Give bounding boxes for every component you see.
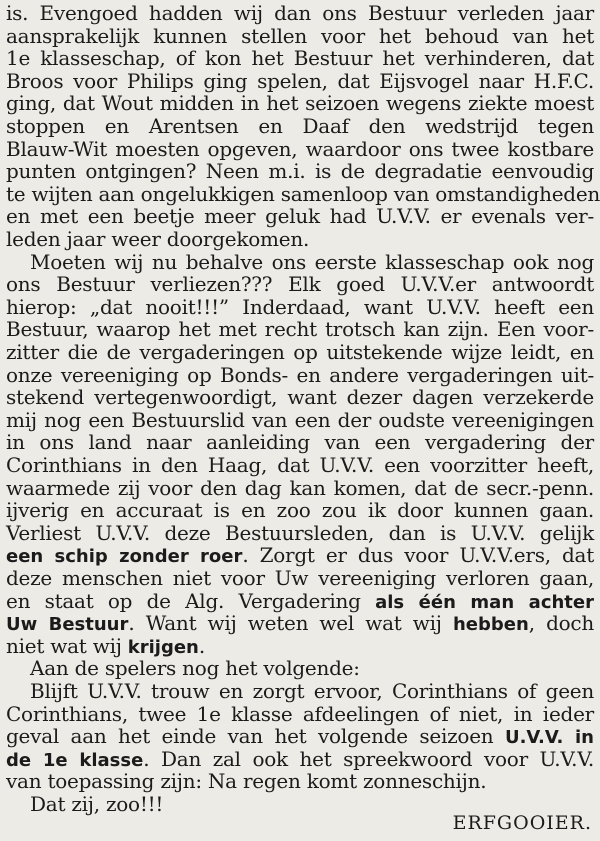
text-line: 1e klasseschap, of kon het Bestuur het verhinderen, dat — [6, 46, 594, 71]
text-line: zitter die de vergaderingen op uitstekende wijze leidt, en — [6, 340, 594, 364]
text-span: . Zorgt er dus voor U.V.V.ers, dat — [242, 543, 594, 568]
closing-line: Dat zij, zoo!!! — [30, 792, 164, 816]
text-span: , doch — [528, 611, 595, 636]
text-line: waarmede zij voor den dag kan komen, dat de secr.-penn. — [6, 475, 594, 500]
bold-phrase: Uw Bestuur — [6, 614, 129, 636]
text-line: Moeten wij nu behalve ons eerste klasseschap ook nog — [30, 249, 594, 274]
text-line: te wijten aan ongelukkigen samenloop van omstandigheden — [6, 181, 600, 206]
text-span: . Dan zal ook het spreekwoord voor U.V.V. — [143, 746, 595, 771]
bold-phrase: hebben — [452, 614, 529, 636]
text-line: Broos voor Philips ging spelen, dat Eijsvogel naar H.F.C. — [6, 68, 594, 93]
bold-phrase: U.V.V. in — [504, 727, 594, 749]
text-line: aansprakelijk kunnen stellen voor het behoud van het — [6, 23, 594, 48]
text-line: Blauw-Wit moesten opgeven, waardoor ons twee kostbare — [6, 136, 594, 161]
text-line: Blijft U.V.V. trouw en zorgt ervoor, Corinthians of geen — [30, 679, 594, 703]
text-line: Corinthians, twee 1e klasse afdeelingen of niet, in ieder — [6, 701, 594, 726]
text-span: en staat op de Alg. Vergadering — [6, 588, 376, 613]
bold-phrase: de 1e klasse — [6, 749, 144, 771]
text-line: en met een beetje meer geluk had U.V.V. er evenals ver- — [6, 204, 594, 229]
text-span: niet wat wij — [6, 633, 128, 658]
bold-phrase: een schip zonder roer — [6, 546, 243, 568]
text-line: Bestuur, waarop het met recht trotsch kan zijn. Een voor- — [6, 317, 594, 342]
text-line: Aan de spelers nog het volgende: — [30, 656, 360, 681]
text-span: geval aan het einde van het volgende seizoen — [6, 724, 505, 749]
text-line: deze menschen niet voor Uw vereeniging verloren gaan, — [6, 566, 594, 590]
text-span: . Want wij weten wel wat wij — [128, 611, 453, 636]
text-line: stoppen en Arentsen en Daaf den wedstrijd tegen — [6, 114, 594, 138]
text-line: Verliest U.V.V. deze Bestuursleden, dan is U.V.V. gelijk — [6, 520, 594, 545]
bold-phrase: krijgen — [127, 636, 199, 658]
author-signature: ERFGOOIER. — [452, 811, 592, 834]
text-line: hierop: „dat nooit!!!” Inderdaad, want U.V.V. heeft een — [6, 294, 594, 319]
text-line: ons Bestuur verliezen??? Elk goed U.V.V.er antwoordt — [6, 272, 594, 297]
text-line: in ons land naar aanleiding van een vergadering der — [6, 430, 594, 455]
text-line: ging, dat Wout midden in het seizoen wegens ziekte moest — [6, 91, 594, 116]
text-line: van toepassing zijn: Na regen komt zonneschijn. — [6, 769, 487, 794]
text-span: . — [198, 633, 205, 658]
text-line: ijverig en accuraat is en zoo zou ik door kunnen gaan. — [6, 498, 594, 523]
text-line: mij nog een Bestuurslid van een der oudste vereenigingen — [6, 407, 594, 432]
text-line: onze vereeniging op Bonds- en andere vergaderingen uit- — [6, 362, 594, 387]
text-line: stekend vertegenwoordigt, want dezer dagen verzekerde — [6, 385, 594, 410]
text-line: leden jaar weer doorgekomen. — [6, 227, 310, 251]
text-line: is. Evengoed hadden wij dan ons Bestuur verleden jaar — [6, 1, 594, 25]
text-line: punten ontgingen? Neen m.i. is de degradatie eenvoudig — [6, 159, 594, 184]
bold-phrase: als één man achter — [375, 591, 594, 613]
text-line: Corinthians in den Haag, dat U.V.V. een voorzitter heeft, — [6, 453, 594, 477]
